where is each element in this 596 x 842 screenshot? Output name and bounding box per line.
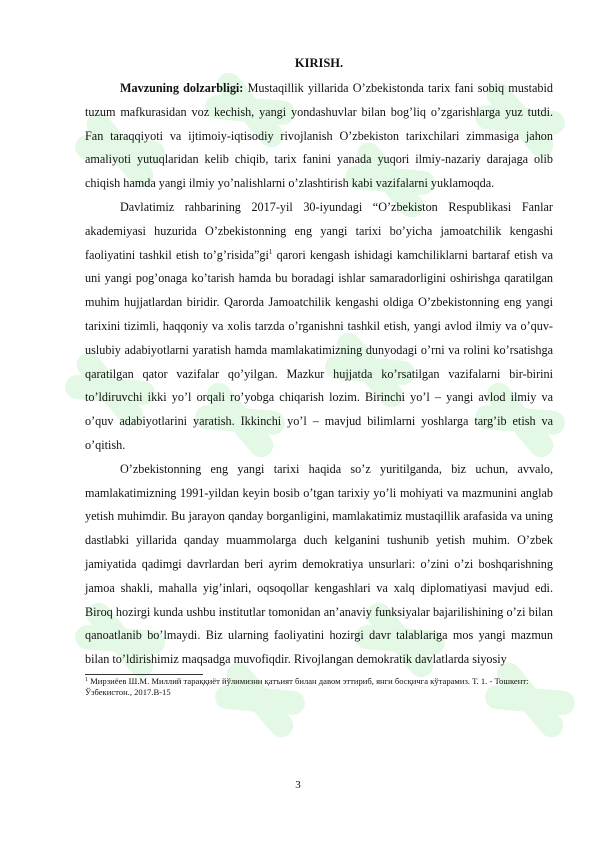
footnote-divider [85,674,203,675]
footnote-marker: 1 [85,676,88,683]
paragraph-text: Davlatimiz rahbarining 2017-yil 30-iyundagi “O’zbekiston Respublikasi Fanlar akademiyasi huzurida O’zbekistonning eng yangi tarixi bo’yicha jamoatchilik kengashi faoliyatini tashkil etish to’g’risida”gi [85,199,553,262]
footnote-text: Мирзиёев Ш.М. Миллий тараққиёт йўлимизни қатъият билан давом эттириб, янги босқичга кўтарамиз. Т. 1. - Тошкент: Ўзбекистон., 2017.B-15 [85,675,529,697]
footnote [85,676,553,698]
paragraph-text: Mustaqillik yillarida O’zbekistonda tarix fani sobiq mustabid tuzum mafkurasidan voz kechish, yangi yondashuvlar bilan bog’liq o’zgarishlarga yuz tutdi. Fan taraqqiyoti va ijtimoiy-iqtisodiy rivojlanish O’zbekiston tarixchilari zimmasiga jahon amaliyoti yutuqlaridan kelib chiqib, tarix fanini yanada yuqori ilmiy-nazariy darajaga olib chiqish hamda yangi ilmiy yo’nalishlarni o’zlashtirish kabi vazifalarni yuklamoqda. [85,81,553,191]
paragraph-text: qarori kengash ishidagi kamchiliklarni bartaraf etish va uni yangi pog’onaga ko’tarish hamda bu boradagi ishlar samaradorligini oshirishga qaratilgan muhim hujjatlardan biridir. Qarorda Jamoatchilik kengashi oldiga O’zbekistonning eng yangi tarixini tizimli, haqqoniy va xolis tarzda o’rganishni tashkil etish, yangi avlod ilmiy va o’quv-uslubiy adabiyotlarni yaratish hamda mamlakatimizning dunyodagi o’rni va rolini ko’rsatishga qaratilgan qator vazifalar qo’yilgan. Mazkur hujjatda ko’rsatilgan vazifalarni bir-birini to’ldiruvchi ikki yo’l orqali ro’yobga chiqarish lozim. Birinchi yo’l – yangi avlod ilmiy va o’quv adabiyotlarini yaratish. Ikkinchi yo’l – mavjud bilimlarni yoshlarga targ’ib etish va o’qitish. [85,247,553,452]
document-page [85,56,553,698]
paragraph-lead: Mavzuning dolzarbligi: [120,81,244,95]
paragraph-text: O’zbekistonning eng yangi tarixi haqida so’z yuritilganda, biz uchun, avvalo, mamlakatimizning 1991-yildan keyin bosib o’tgan tarixiy yo’li mohiyati va mazmunini anglab yetish muhimdir. Bu jarayon qanday borganligini, mamlakatimiz mustaqillik arafasida va uning dastlabki yillarida qanday muammolarga duch kelganini tushunib yetish muhim. O’zbek jamiyatida qadimgi davrlardan beri ayrim demokratiya unsurlari: o’zini o’zi boshqarishning jamoa shakli, mahalla yig’inlari, oqsoqollar kengashlari va xalq diplomatiyasi mavjud edi. Biroq hozirgi kunda ushbu institutlar tomonidan an’anaviy funksiyalar bajarilishining o’zi bilan qanoatlanib bo’lmaydi. Biz ularning faoliyatini hozirgi davr talablariga mos yangi mazmun bilan to’ldirishimiz maqsadga muvofiqdir. Rivojlangan demokratik davlatlarda siyosiy [85,461,553,667]
paragraph-decree [85,196,553,458]
paragraph-history [85,458,553,672]
page-title: KIRISH. [294,56,344,70]
page-number: 3 [295,779,301,791]
paragraph-relevance [85,77,553,196]
footnote-reference[interactable]: 1 [268,247,273,256]
